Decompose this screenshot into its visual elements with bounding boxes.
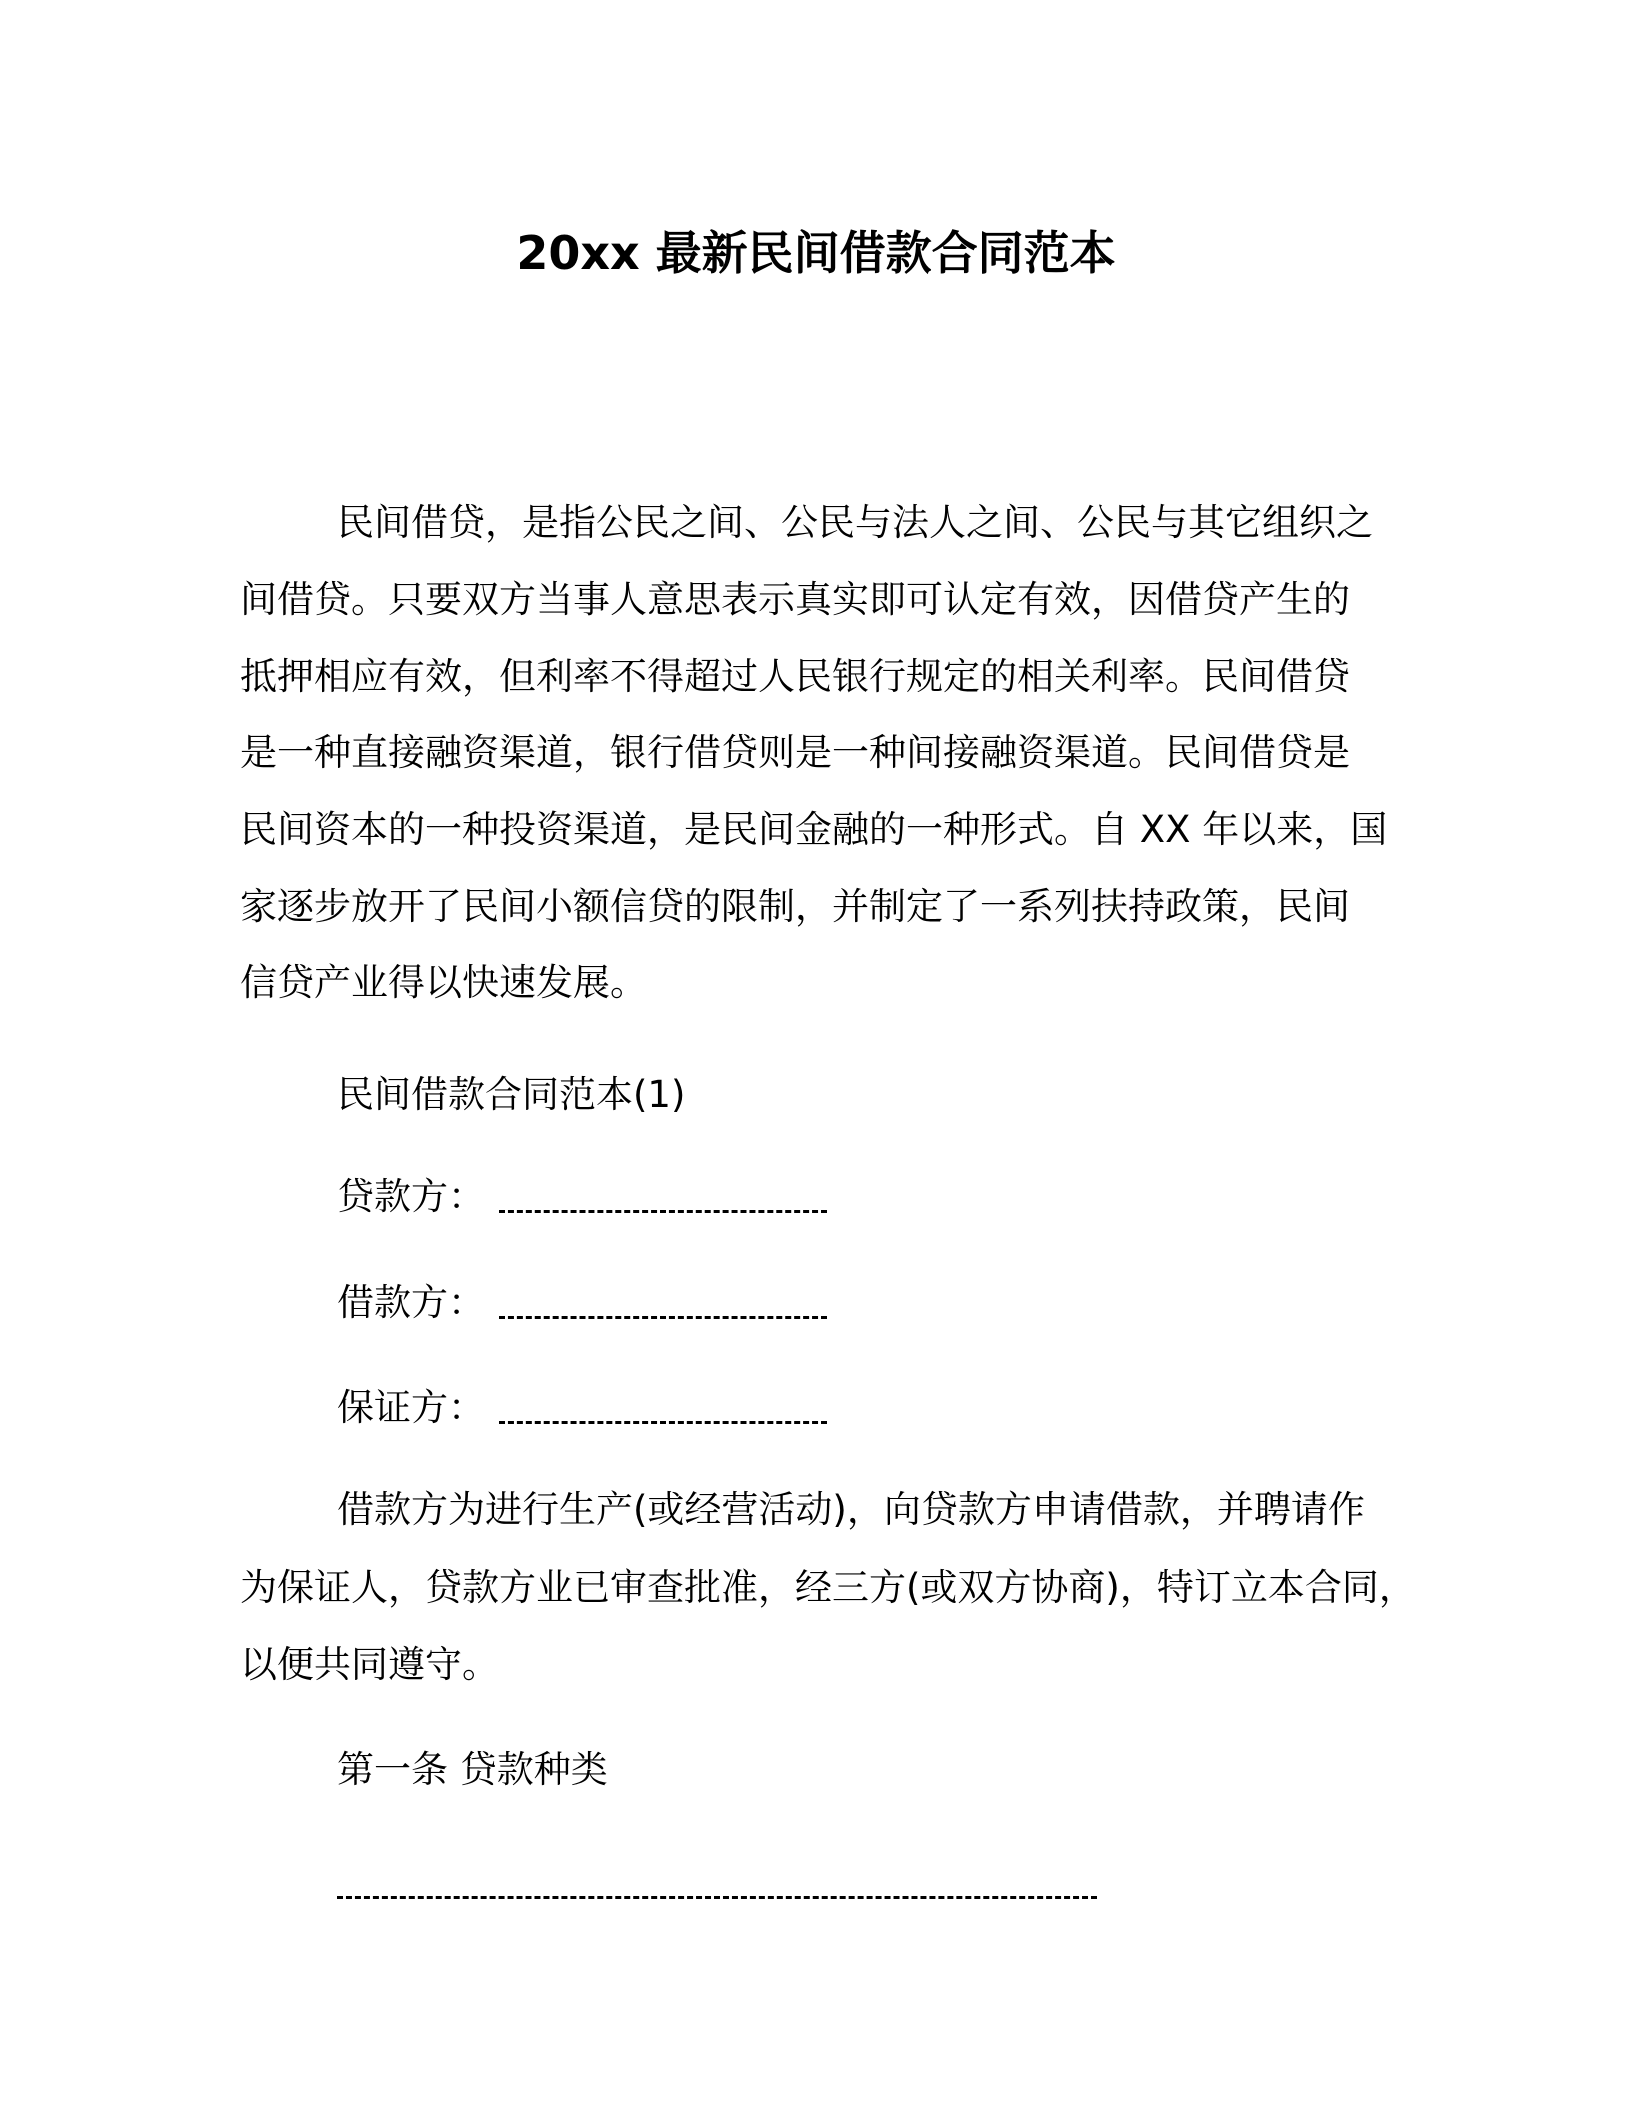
intro-line: 民间借贷，是指公民之间、公民与法人之间、公民与其它组织之 [337, 501, 1373, 544]
preamble-line: 为保证人，贷款方业已审查批准，经三方(或双方协商)，特订立本合同， [240, 1566, 1416, 1609]
guarantor-field [337, 1378, 827, 1438]
document-title: 20xx 最新民间借款合同范本 [516, 226, 1116, 280]
guarantor-blank[interactable] [499, 1421, 827, 1424]
preamble-line: 以便共同遵守。 [240, 1643, 499, 1686]
article-1-blank[interactable] [337, 1896, 1097, 1899]
lender-field [337, 1167, 827, 1227]
lender-label: 贷款方： [337, 1175, 485, 1218]
guarantor-label: 保证方： [337, 1386, 485, 1429]
intro-line: 抵押相应有效，但利率不得超过人民银行规定的相关利率。民间借贷 [240, 655, 1350, 698]
intro-line: 是一种直接融资渠道，银行借贷则是一种间接融资渠道。民间借贷是 [240, 731, 1350, 774]
borrower-label: 借款方： [337, 1281, 485, 1324]
article-1-heading: 第一条 贷款种类 [337, 1748, 608, 1791]
borrower-field [337, 1273, 827, 1333]
intro-line: 间借贷。只要双方当事人意思表示真实即可认定有效，因借贷产生的 [240, 578, 1350, 621]
intro-line: 信贷产业得以快速发展。 [240, 961, 647, 1004]
preamble-line: 借款方为进行生产(或经营活动)，向贷款方申请借款，并聘请作 [337, 1488, 1365, 1531]
intro-line: 民间资本的一种投资渠道，是民间金融的一种形式。自 XX 年以来，国 [240, 808, 1388, 851]
intro-line: 家逐步放开了民间小额信贷的限制，并制定了一系列扶持政策，民间 [240, 885, 1350, 928]
lender-blank[interactable] [499, 1210, 827, 1213]
contract-heading: 民间借款合同范本(1) [337, 1073, 686, 1116]
borrower-blank[interactable] [499, 1316, 827, 1319]
